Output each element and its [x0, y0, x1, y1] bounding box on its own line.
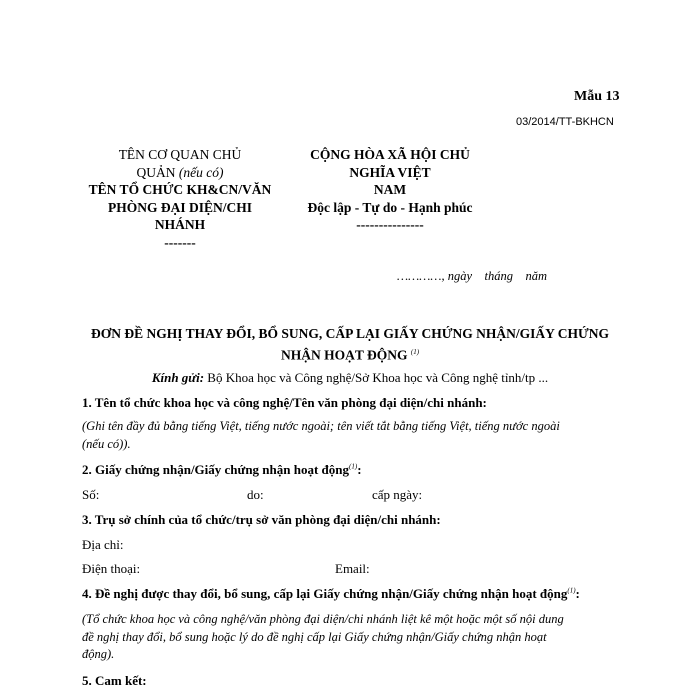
section-3-title: 3. Trụ sở chính của tổ chức/trụ sở văn phòng đại diện/chi nhánh:	[82, 512, 441, 527]
section-4-title: 4. Đề nghị được thay đổi, bổ sung, cấp lại Giấy chứng nhận/Giấy chứng nhận hoạt động$^{(1)}$:	[82, 586, 580, 601]
motto: Độc lập - Tự do - Hạnh phúc	[307, 199, 473, 215]
email-label: Email:	[335, 561, 370, 576]
recipient-text: Bộ Khoa học và Công nghệ/Sở Khoa học và Công nghệ tỉnh/tp ...	[204, 370, 549, 385]
org-name-line1: TÊN TỔ CHỨC KH&CN/VĂN	[88, 182, 272, 197]
section-2-footnote: (1)	[349, 462, 358, 471]
certificate-issuer-label: do:	[247, 487, 264, 502]
certificate-number-label: Số:	[82, 487, 100, 502]
section-5-title: 5. Cam kết:	[82, 673, 147, 688]
org-parent-line2: QUẢN (nếu có)	[136, 164, 224, 180]
org-name-line2: PHÒNG ĐẠI DIỆN/CHI	[107, 199, 252, 215]
certificate-date-label: cấp ngày:	[372, 487, 423, 502]
title-line1: ĐƠN ĐỀ NGHỊ THAY ĐỔI, BỔ SUNG, CẤP LẠI GIẤY CHỨNG NHẬN/GIẤY CHỨNG	[90, 326, 610, 341]
country-name-line1: CỘNG HÒA XÃ HỘI CHỦ NGHĨA VIỆT	[310, 147, 470, 180]
section-4-desc-line3: động).	[82, 647, 115, 661]
national-header	[290, 146, 490, 234]
org-parent-line1: TÊN CƠ QUAN CHỦ	[118, 147, 242, 162]
motto-divider: ---------------	[356, 217, 424, 232]
title-footnote: (1)	[410, 348, 420, 356]
org-parent-optional: (nếu có)	[178, 164, 224, 180]
section-1-note-line2: (nếu có)).	[82, 436, 131, 451]
title-line2: NHẬN HOẠT ĐỘNG $^{(1)}$	[280, 347, 420, 363]
section-4-desc-line1: (Tổ chức khoa học và công nghệ/văn phòng đại diện/chi nhánh liệt kê một hoặc một số nội dung	[82, 612, 564, 626]
form-reference: 03/2014/TT-BKHCN	[516, 116, 614, 128]
section-2-title: 2. Giấy chứng nhận/Giấy chứng nhận hoạt động$^{(1)}$:	[82, 462, 362, 477]
section-1-note	[82, 418, 612, 453]
org-name-line3: NHÁNH	[154, 217, 206, 232]
section-4-footnote: (1)	[567, 586, 576, 595]
recipient-label: Kính gửi:	[151, 370, 205, 385]
address-label: Địa chỉ:	[82, 537, 124, 552]
form-number: Mẫu 13	[574, 89, 620, 104]
recipient-line	[60, 370, 640, 386]
document-title	[75, 325, 625, 365]
org-divider: -------	[164, 234, 196, 250]
section-4-desc-line2: đề nghị thay đổi, bổ sung hoặc lý do đề nghị cấp lại Giấy chứng nhận/Giấy chứng nhận hoạt	[82, 629, 547, 644]
date-line: …………, ngày tháng năm	[397, 269, 548, 283]
section-4-description	[82, 611, 612, 664]
country-name-line2: NAM	[373, 182, 407, 197]
section-1-note-line1: (Ghi tên đầy đủ bằng tiếng Việt, tiếng nước ngoài; tên viết tắt bằng tiếng Việt, tiếng nước ngoài	[82, 419, 560, 433]
phone-label: Điện thoại:	[82, 561, 141, 576]
section-1-title: 1. Tên tổ chức khoa học và công nghệ/Tên văn phòng đại diện/chi nhánh:	[82, 395, 487, 410]
organization-header	[75, 146, 285, 251]
